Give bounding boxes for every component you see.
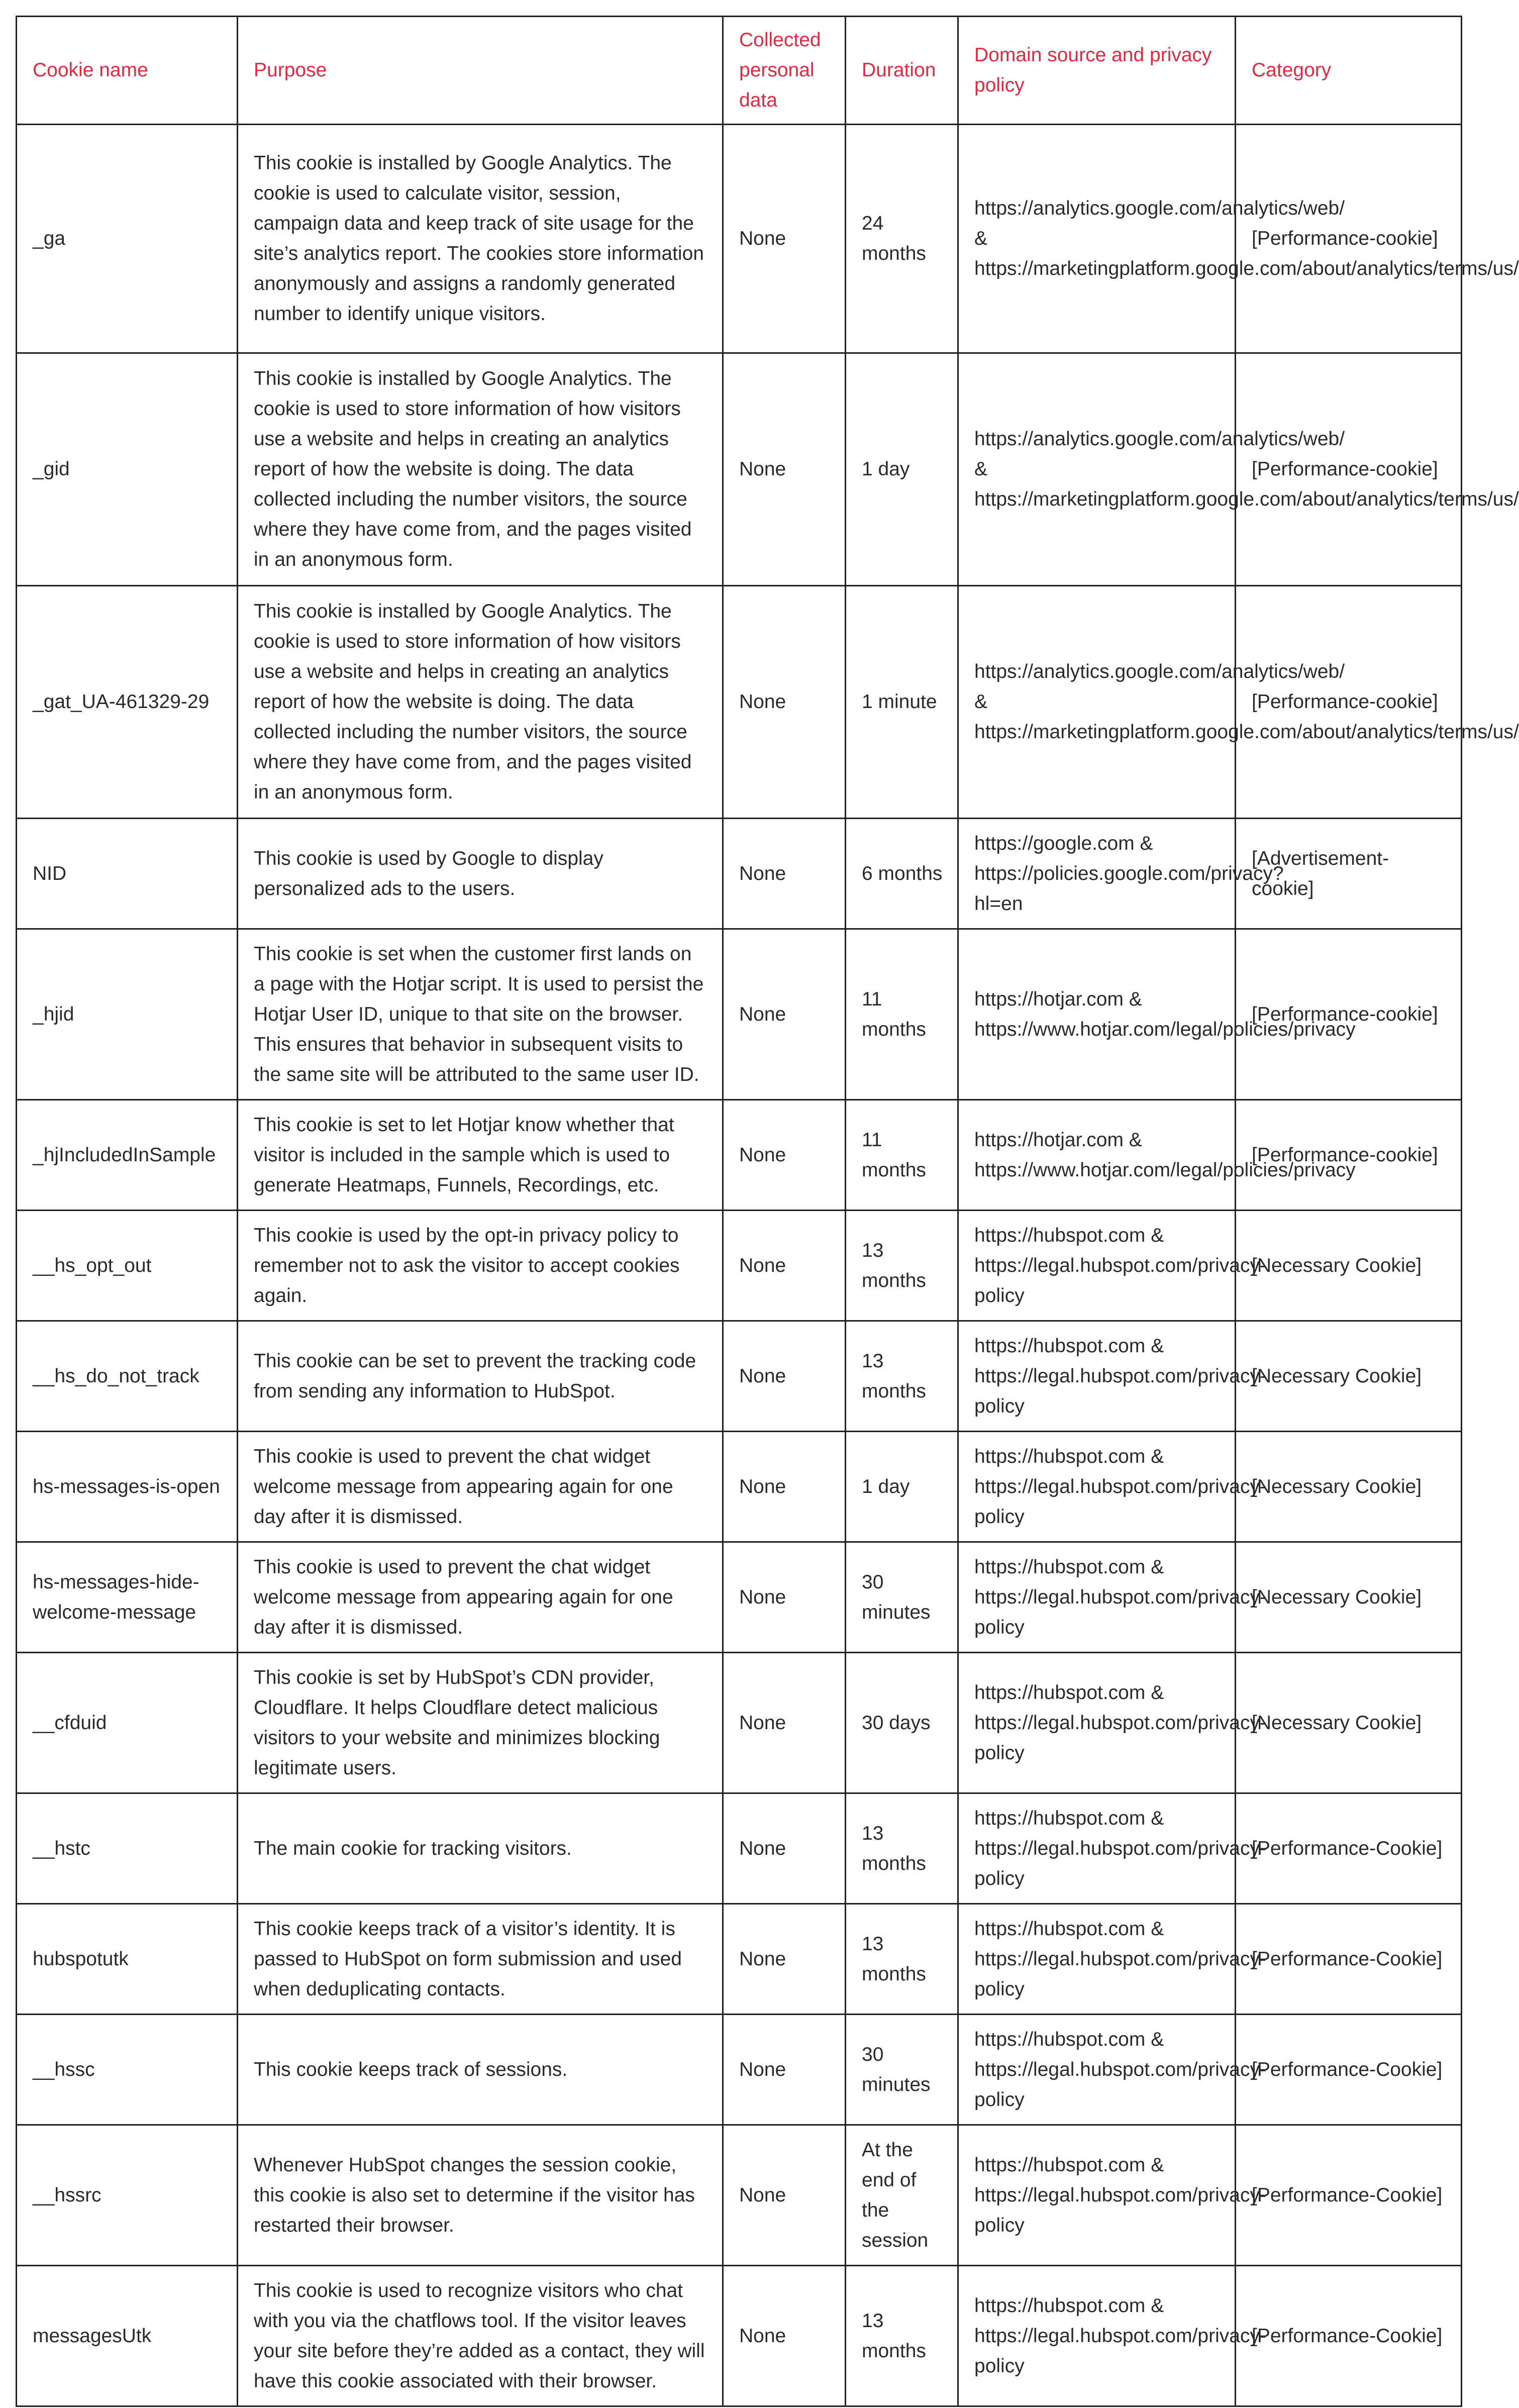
collected-data-cell: None: [723, 819, 846, 929]
collected-data-cell: None: [723, 929, 846, 1100]
domain-cell: https://hubspot.com & https://legal.hubspot.com/privacy-policy: [958, 2125, 1236, 2266]
collected-data-cell: None: [723, 586, 846, 819]
domain-cell: https://analytics.google.com/analytics/web/ & https://marketingplatform.google.com/about/analytics/terms/us/: [958, 586, 1236, 819]
domain-cell: https://hotjar.com & https://www.hotjar.com/legal/policies/privacy: [958, 929, 1236, 1100]
purpose-cell: This cookie keeps track of sessions.: [238, 2015, 723, 2125]
cookie-name-cell: __hssrc: [17, 2125, 238, 2266]
duration-cell: 13 months: [846, 2266, 958, 2406]
domain-cell: https://hotjar.com & https://www.hotjar.com/legal/policies/privacy: [958, 1100, 1236, 1211]
category-cell: [Necessary Cookie]: [1236, 1432, 1462, 1542]
cookie-name-cell: hs-messages-is-open: [17, 1432, 238, 1542]
table-row: [17, 2015, 1462, 2125]
domain-cell: https://hubspot.com & https://legal.hubspot.com/privacy-policy: [958, 1321, 1236, 1432]
category-cell: [Performance-Cookie]: [1236, 2266, 1462, 2406]
category-cell: [Performance-cookie]: [1236, 125, 1462, 353]
table-row: [17, 1793, 1462, 1904]
duration-cell: 11 months: [846, 929, 958, 1100]
cookie-name-cell: hubspotutk: [17, 1904, 238, 2015]
cookie-name-cell: __hssc: [17, 2015, 238, 2125]
duration-cell: 30 minutes: [846, 2015, 958, 2125]
domain-cell: https://google.com & https://policies.google.com/privacy?hl=en: [958, 819, 1236, 929]
purpose-cell: This cookie is set to let Hotjar know whether that visitor is included in the sample which is used to generate Heatmaps, Funnels, Recordings, etc.: [238, 1100, 723, 1211]
collected-data-cell: None: [723, 1432, 846, 1542]
collected-data-cell: None: [723, 2266, 846, 2406]
purpose-cell: The main cookie for tracking visitors.: [238, 1793, 723, 1904]
duration-cell: 11 months: [846, 1100, 958, 1211]
domain-cell: https://hubspot.com & https://legal.hubspot.com/privacy-policy: [958, 1542, 1236, 1653]
table-row: [17, 1432, 1462, 1542]
table-row: [17, 819, 1462, 929]
table-row: [17, 1542, 1462, 1653]
header-category: Category: [1236, 17, 1462, 125]
cookie-table: [16, 16, 1519, 2407]
collected-data-cell: None: [723, 1100, 846, 1211]
collected-data-cell: None: [723, 1653, 846, 1793]
purpose-cell: This cookie is used to recognize visitors who chat with you via the chatflows tool. If the visitor leaves your site before they’re added as a contact, they will have this cookie associated with their browser.: [238, 2266, 723, 2406]
category-cell: [Performance-cookie]: [1236, 586, 1462, 819]
category-cell: [Performance-Cookie]: [1236, 2125, 1462, 2266]
cookie-name-cell: __cfduid: [17, 1653, 238, 1793]
category-cell: [Performance-cookie]: [1236, 929, 1462, 1100]
category-cell: [Performance-Cookie]: [1236, 1904, 1462, 2015]
category-cell: [Necessary Cookie]: [1236, 1211, 1462, 1321]
table-row: [17, 929, 1462, 1100]
header-purpose: Purpose: [238, 17, 723, 125]
table-row: [17, 1653, 1462, 1793]
purpose-cell: This cookie is used to prevent the chat widget welcome message from appearing again for one day after it is dismissed.: [238, 1432, 723, 1542]
cookie-name-cell: __hs_do_not_track: [17, 1321, 238, 1432]
category-cell: [Performance-cookie]: [1236, 1100, 1462, 1211]
table-header-row: [17, 17, 1462, 125]
purpose-cell: This cookie is used to prevent the chat widget welcome message from appearing again for one day after it is dismissed.: [238, 1542, 723, 1653]
purpose-cell: This cookie is used by Google to display personalized ads to the users.: [238, 819, 723, 929]
collected-data-cell: None: [723, 2125, 846, 2266]
table-row: [17, 1100, 1462, 1211]
category-cell: [Performance-Cookie]: [1236, 2015, 1462, 2125]
domain-cell: https://hubspot.com & https://legal.hubspot.com/privacy-policy: [958, 1904, 1236, 2015]
table-row: [17, 2266, 1462, 2406]
header-duration: Duration: [846, 17, 958, 125]
header-collected-personal-data: Collected personal data: [723, 17, 846, 125]
header-cookie-name: Cookie name: [17, 17, 238, 125]
domain-cell: https://hubspot.com & https://legal.hubspot.com/privacy-policy: [958, 1793, 1236, 1904]
cookie-name-cell: _gat_UA-461329-29: [17, 586, 238, 819]
header-domain-source: Domain source and privacy policy: [958, 17, 1236, 125]
table-row: [17, 1904, 1462, 2015]
collected-data-cell: None: [723, 353, 846, 586]
cookie-name-cell: _ga: [17, 125, 238, 353]
collected-data-cell: None: [723, 1321, 846, 1432]
cookie-name-cell: __hs_opt_out: [17, 1211, 238, 1321]
purpose-cell: This cookie is installed by Google Analytics. The cookie is used to store information of how visitors use a website and helps in creating an analytics report of how the website is doing. The data collected including the number visitors, the source where they have come from, and the pages visited in an anonymous form.: [238, 586, 723, 819]
collected-data-cell: None: [723, 1211, 846, 1321]
duration-cell: 24 months: [846, 125, 958, 353]
category-cell: [Performance-cookie]: [1236, 353, 1462, 586]
purpose-cell: This cookie is installed by Google Analytics. The cookie is used to calculate visitor, session, campaign data and keep track of site usage for the site’s analytics report. The cookies store information anonymously and assigns a randomly generated number to identify unique visitors.: [238, 125, 723, 353]
duration-cell: At the end of the session: [846, 2125, 958, 2266]
purpose-cell: This cookie is set when the customer first lands on a page with the Hotjar script. It is used to persist the Hotjar User ID, unique to that site on the browser. This ensures that behavior in subsequent visits to the same site will be attributed to the same user ID.: [238, 929, 723, 1100]
collected-data-cell: None: [723, 125, 846, 353]
table-row: [17, 586, 1462, 819]
table-row: [17, 1321, 1462, 1432]
purpose-cell: This cookie is installed by Google Analytics. The cookie is used to store information of how visitors use a website and helps in creating an analytics report of how the website is doing. The data collected including the number visitors, the source where they have come from, and the pages visited in an anonymous form.: [238, 353, 723, 586]
category-cell: [Advertisement-cookie]: [1236, 819, 1462, 929]
duration-cell: 6 months: [846, 819, 958, 929]
domain-cell: https://hubspot.com & https://legal.hubspot.com/privacy-policy: [958, 1211, 1236, 1321]
duration-cell: 1 day: [846, 1432, 958, 1542]
domain-cell: https://analytics.google.com/analytics/web/ & https://marketingplatform.google.com/about/analytics/terms/us/: [958, 125, 1236, 353]
purpose-cell: This cookie can be set to prevent the tracking code from sending any information to HubSpot.: [238, 1321, 723, 1432]
collected-data-cell: None: [723, 1793, 846, 1904]
collected-data-cell: None: [723, 1542, 846, 1653]
duration-cell: 1 minute: [846, 586, 958, 819]
domain-cell: https://hubspot.com & https://legal.hubspot.com/privacy-policy: [958, 2266, 1236, 2406]
domain-cell: https://analytics.google.com/analytics/web/ & https://marketingplatform.google.com/about/analytics/terms/us/: [958, 353, 1236, 586]
domain-cell: https://hubspot.com & https://legal.hubspot.com/privacy-policy: [958, 1653, 1236, 1793]
duration-cell: 30 minutes: [846, 1542, 958, 1653]
domain-cell: https://hubspot.com & https://legal.hubspot.com/privacy-policy: [958, 1432, 1236, 1542]
duration-cell: 13 months: [846, 1321, 958, 1432]
duration-cell: 13 months: [846, 1904, 958, 2015]
table-row: [17, 2125, 1462, 2266]
category-cell: [Necessary Cookie]: [1236, 1321, 1462, 1432]
duration-cell: 1 day: [846, 353, 958, 586]
cookie-name-cell: _gid: [17, 353, 238, 586]
cookie-name-cell: _hjIncludedInSample: [17, 1100, 238, 1211]
cookie-name-cell: NID: [17, 819, 238, 929]
cookie-name-cell: messagesUtk: [17, 2266, 238, 2406]
category-cell: [Necessary Cookie]: [1236, 1653, 1462, 1793]
duration-cell: 30 days: [846, 1653, 958, 1793]
category-cell: [Necessary Cookie]: [1236, 1542, 1462, 1653]
duration-cell: 13 months: [846, 1793, 958, 1904]
purpose-cell: This cookie keeps track of a visitor’s identity. It is passed to HubSpot on form submission and used when deduplicating contacts.: [238, 1904, 723, 2015]
collected-data-cell: None: [723, 2015, 846, 2125]
cookie-name-cell: hs-messages-hide-welcome-message: [17, 1542, 238, 1653]
category-cell: [Performance-Cookie]: [1236, 1793, 1462, 1904]
collected-data-cell: None: [723, 1904, 846, 2015]
cookie-name-cell: _hjid: [17, 929, 238, 1100]
purpose-cell: This cookie is set by HubSpot’s CDN provider, Cloudflare. It helps Cloudflare detect malicious visitors to your website and minimizes blocking legitimate users.: [238, 1653, 723, 1793]
table-row: [17, 1211, 1462, 1321]
table-row: [17, 353, 1462, 586]
table-row: [17, 125, 1462, 353]
duration-cell: 13 months: [846, 1211, 958, 1321]
cookie-name-cell: __hstc: [17, 1793, 238, 1904]
purpose-cell: This cookie is used by the opt-in privacy policy to remember not to ask the visitor to accept cookies again.: [238, 1211, 723, 1321]
purpose-cell: Whenever HubSpot changes the session cookie, this cookie is also set to determine if the visitor has restarted their browser.: [238, 2125, 723, 2266]
domain-cell: https://hubspot.com & https://legal.hubspot.com/privacy-policy: [958, 2015, 1236, 2125]
